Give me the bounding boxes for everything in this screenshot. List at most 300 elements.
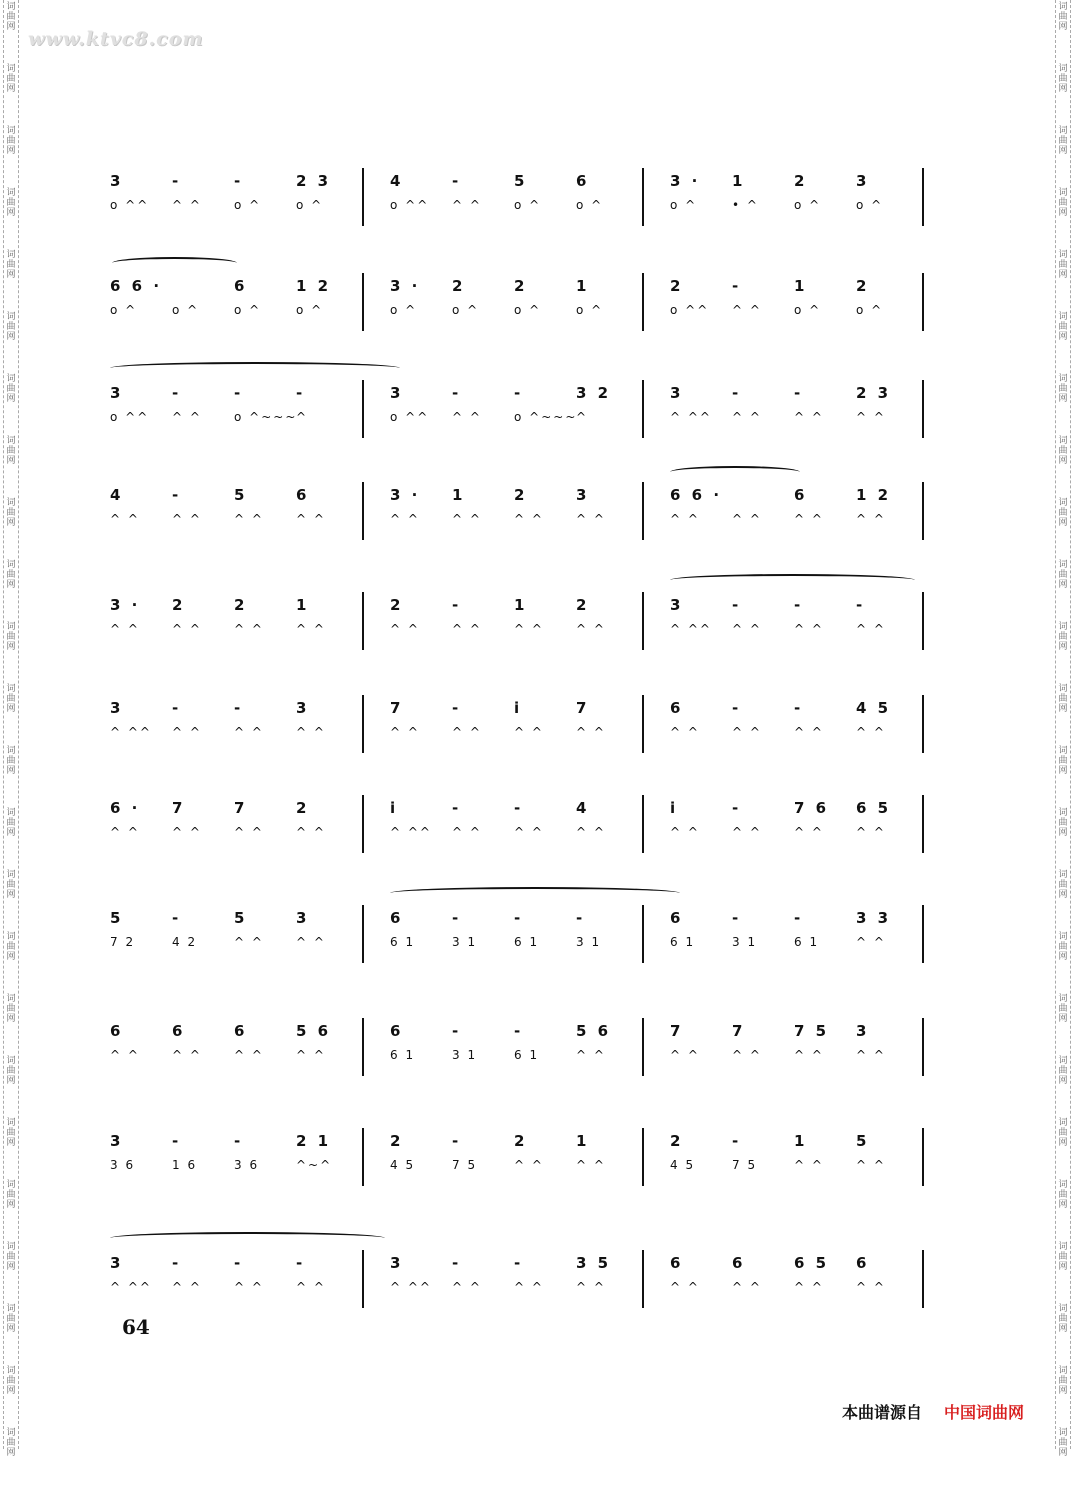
side-label-char: 词 — [1058, 560, 1068, 570]
melody-note: 1 — [452, 486, 466, 504]
accompaniment-note: ^ ^ — [172, 410, 202, 424]
accompaniment-line — [390, 725, 640, 749]
melody-note: 1 2 — [296, 277, 332, 295]
melody-note: 3 — [856, 1022, 870, 1040]
melody-note: 7 — [576, 699, 590, 717]
side-label-char: 网 — [6, 1324, 16, 1334]
accompaniment-note: ^ ^ — [110, 622, 140, 636]
score-row — [110, 168, 930, 238]
barline — [922, 695, 924, 753]
side-label-char: 词 — [1058, 1304, 1068, 1314]
accompaniment-note: 6 1 — [514, 935, 540, 949]
accompaniment-note: ^ ^ — [234, 935, 264, 949]
melody-line — [110, 909, 360, 933]
side-label-char: 曲 — [6, 942, 16, 952]
accompaniment-note: ^ ^ — [856, 725, 886, 739]
accompaniment-line — [390, 410, 640, 434]
side-label — [4, 124, 18, 186]
melody-note: 4 5 — [856, 699, 892, 717]
melody-note: - — [514, 1254, 524, 1272]
score-row — [110, 380, 930, 450]
side-label-char: 曲 — [1058, 322, 1068, 332]
melody-note: 6 — [172, 1022, 186, 1040]
side-label-char: 曲 — [6, 1004, 16, 1014]
side-label-char: 网 — [6, 84, 16, 94]
accompaniment-note: 3 1 — [452, 935, 478, 949]
barline — [362, 1018, 364, 1076]
accompaniment-line — [670, 622, 920, 646]
accompaniment-note: 6 1 — [390, 1048, 416, 1062]
side-label-char: 曲 — [6, 1190, 16, 1200]
measure — [670, 592, 950, 662]
accompaniment-line — [390, 622, 640, 646]
melody-line — [670, 909, 920, 933]
melody-note: i — [670, 799, 679, 817]
side-label — [4, 558, 18, 620]
side-label-char: 曲 — [1058, 198, 1068, 208]
measure — [390, 695, 670, 765]
accompaniment-note: o ^ — [110, 303, 138, 317]
melody-note: 2 1 — [296, 1132, 332, 1150]
melody-note: - — [452, 1254, 462, 1272]
side-label — [1056, 1178, 1070, 1240]
accompaniment-note: ^ ^ — [110, 825, 140, 839]
accompaniment-line — [390, 825, 640, 849]
barline — [642, 1018, 644, 1076]
melody-note: 3 — [296, 699, 310, 717]
side-label-char: 网 — [6, 952, 16, 962]
melody-note: - — [576, 909, 586, 927]
accompaniment-note: ^ ^ — [514, 622, 544, 636]
side-label — [4, 1178, 18, 1240]
side-label — [1056, 806, 1070, 868]
melody-note: - — [452, 172, 462, 190]
accompaniment-note: o ^ — [172, 303, 200, 317]
measure — [110, 695, 390, 765]
barline — [922, 273, 924, 331]
side-label — [4, 930, 18, 992]
accompaniment-note: ^ ^ — [794, 512, 824, 526]
melody-note: 2 — [452, 277, 466, 295]
accompaniment-note: ^ ^ — [732, 512, 762, 526]
side-label — [1056, 1364, 1070, 1426]
accompaniment-line — [110, 935, 360, 959]
side-label-char: 词 — [1058, 250, 1068, 260]
accompaniment-note: ^ ^ — [296, 512, 326, 526]
melody-note: 6 6 · — [670, 486, 723, 504]
side-label-char: 网 — [6, 828, 16, 838]
melody-note: 1 — [732, 172, 746, 190]
melody-line — [670, 1254, 920, 1278]
measure — [670, 380, 950, 450]
side-label-char: 词 — [1058, 374, 1068, 384]
accompaniment-note: ^ ^ — [390, 622, 420, 636]
slur — [112, 257, 237, 269]
melody-line — [670, 596, 920, 620]
accompaniment-note: o ^ — [234, 198, 262, 212]
side-label-char: 曲 — [1058, 136, 1068, 146]
melody-note: 5 — [856, 1132, 870, 1150]
side-label-char: 网 — [1058, 146, 1068, 156]
side-label-char: 网 — [1058, 84, 1068, 94]
melody-note: 3 — [110, 384, 124, 402]
left-margin-strip — [3, 0, 19, 1458]
accompaniment-note: ^ ^ — [514, 1158, 544, 1172]
measure — [390, 905, 670, 975]
melody-note: - — [452, 1132, 462, 1150]
measure — [670, 1250, 950, 1320]
accompaniment-note: ^ ^ — [732, 410, 762, 424]
melody-note: 4 — [110, 486, 124, 504]
melody-note: 2 — [670, 1132, 684, 1150]
accompaniment-note: 4 2 — [172, 935, 198, 949]
side-label-char: 曲 — [6, 1066, 16, 1076]
barline — [362, 695, 364, 753]
side-label — [4, 682, 18, 744]
melody-note: 7 — [670, 1022, 684, 1040]
melody-note: 6 — [670, 909, 684, 927]
side-label-char: 网 — [6, 1076, 16, 1086]
accompaniment-note: o ^ — [390, 303, 418, 317]
side-label — [1056, 372, 1070, 434]
melody-note: 5 6 — [576, 1022, 612, 1040]
melody-note: - — [172, 1254, 182, 1272]
accompaniment-note: ^ ^ — [732, 303, 762, 317]
melody-note: - — [856, 596, 866, 614]
side-label-char: 曲 — [1058, 694, 1068, 704]
side-label-char: 词 — [6, 436, 16, 446]
side-label — [4, 310, 18, 372]
accompaniment-note: 6 1 — [514, 1048, 540, 1062]
melody-note: 6 — [234, 277, 248, 295]
side-label-char: 曲 — [6, 322, 16, 332]
side-label-char: 网 — [1058, 890, 1068, 900]
melody-note: 4 — [390, 172, 404, 190]
side-label — [4, 496, 18, 558]
accompaniment-line — [110, 725, 360, 749]
side-label-char: 词 — [6, 1118, 16, 1128]
accompaniment-note: ^ ^ — [452, 410, 482, 424]
melody-line — [390, 486, 640, 510]
accompaniment-line — [670, 1158, 920, 1182]
side-label — [1056, 186, 1070, 248]
melody-note: - — [732, 384, 742, 402]
accompaniment-line — [670, 512, 920, 536]
measure — [110, 795, 390, 865]
accompaniment-note: o ^ — [576, 303, 604, 317]
accompaniment-note: ^ ^ — [856, 935, 886, 949]
barline — [922, 1018, 924, 1076]
melody-note: - — [794, 384, 804, 402]
side-label-char: 曲 — [1058, 1128, 1068, 1138]
barline — [922, 592, 924, 650]
melody-line — [670, 172, 920, 196]
side-label-char: 网 — [1058, 952, 1068, 962]
accompaniment-note: ^ ^ — [856, 512, 886, 526]
accompaniment-note: ^ ^ — [794, 1280, 824, 1294]
melody-note: 6 — [576, 172, 590, 190]
slur — [110, 1232, 385, 1244]
side-label-char: 曲 — [6, 446, 16, 456]
melody-note: - — [452, 1022, 462, 1040]
accompaniment-note: ^ ^ — [296, 1048, 326, 1062]
barline — [642, 905, 644, 963]
accompaniment-note: ^ ^ — [172, 1280, 202, 1294]
melody-note: 6 — [390, 909, 404, 927]
side-label-char: 曲 — [1058, 570, 1068, 580]
accompaniment-note: ^ ^ — [452, 622, 482, 636]
accompaniment-note: o ^^ — [110, 410, 150, 424]
accompaniment-note: ^ ^ — [172, 622, 202, 636]
melody-note: 4 — [576, 799, 590, 817]
melody-line — [670, 799, 920, 823]
melody-note: 3 — [296, 909, 310, 927]
side-label — [1056, 434, 1070, 496]
source-site: 中国词曲网 — [944, 1403, 1025, 1422]
melody-note: 2 — [390, 1132, 404, 1150]
side-label — [1056, 124, 1070, 186]
side-label-char: 曲 — [6, 1314, 16, 1324]
accompaniment-note: 7 5 — [732, 1158, 758, 1172]
side-label-char: 曲 — [6, 756, 16, 766]
side-label-char: 网 — [6, 642, 16, 652]
measure — [110, 1128, 390, 1198]
side-label-char: 网 — [1058, 456, 1068, 466]
melody-line — [390, 596, 640, 620]
measure — [390, 1250, 670, 1320]
barline — [922, 168, 924, 226]
right-margin-strip — [1055, 0, 1071, 1458]
side-label-char: 网 — [1058, 828, 1068, 838]
side-label — [4, 1240, 18, 1302]
melody-line — [110, 1132, 360, 1156]
melody-note: - — [452, 596, 462, 614]
measure — [670, 482, 950, 552]
side-label-char: 曲 — [1058, 1438, 1068, 1448]
accompaniment-note: o ^ — [296, 303, 324, 317]
accompaniment-line — [670, 1280, 920, 1304]
accompaniment-note: ^ ^ — [576, 825, 606, 839]
accompaniment-note: o ^^ — [670, 303, 710, 317]
side-label-char: 网 — [1058, 580, 1068, 590]
accompaniment-note: ^ ^ — [234, 725, 264, 739]
melody-note: - — [172, 172, 182, 190]
side-label-char: 曲 — [1058, 1314, 1068, 1324]
melody-note: 3 — [110, 172, 124, 190]
side-label-char: 网 — [6, 394, 16, 404]
melody-note: 7 5 — [794, 1022, 830, 1040]
accompaniment-note: ^ ^ — [856, 622, 886, 636]
accompaniment-line — [110, 622, 360, 646]
accompaniment-line — [390, 303, 640, 327]
melody-note: 1 — [794, 1132, 808, 1150]
side-label-char: 曲 — [6, 12, 16, 22]
accompaniment-note: ^ ^ — [576, 1158, 606, 1172]
accompaniment-note: ^ ^ — [296, 622, 326, 636]
side-label-char: 词 — [1058, 994, 1068, 1004]
melody-note: 6 — [110, 1022, 124, 1040]
side-label-char: 曲 — [1058, 74, 1068, 84]
side-label-char: 词 — [6, 250, 16, 260]
melody-line — [390, 909, 640, 933]
side-label-char: 网 — [6, 1448, 16, 1458]
side-label-char: 网 — [1058, 1014, 1068, 1024]
melody-line — [110, 277, 360, 301]
melody-line — [390, 799, 640, 823]
melody-note: - — [234, 172, 244, 190]
side-label-char: 曲 — [6, 74, 16, 84]
accompaniment-note: ^ ^ — [172, 1048, 202, 1062]
side-label — [1056, 1054, 1070, 1116]
measure — [110, 273, 390, 343]
melody-note: - — [172, 486, 182, 504]
melody-note: 5 6 — [296, 1022, 332, 1040]
melody-note — [732, 486, 794, 510]
accompaniment-note: o ^^ — [110, 198, 150, 212]
side-label-char: 网 — [6, 456, 16, 466]
melody-line — [670, 486, 920, 510]
melody-note: 3 5 — [576, 1254, 612, 1272]
site-watermark: www.ktvc8.com — [28, 28, 204, 50]
side-label-char: 网 — [1058, 518, 1068, 528]
accompaniment-note: ^ ^ — [514, 512, 544, 526]
side-label-char: 词 — [1058, 1366, 1068, 1376]
side-label-char: 曲 — [1058, 1004, 1068, 1014]
accompaniment-note: ^ ^^ — [110, 1280, 152, 1294]
melody-note: 6 — [670, 699, 684, 717]
accompaniment-note: 7 2 — [110, 935, 136, 949]
accompaniment-note: ^ ^ — [234, 622, 264, 636]
melody-note: 6 — [732, 1254, 746, 1272]
melody-note: - — [732, 1132, 742, 1150]
side-label — [1056, 1426, 1070, 1488]
side-label-char: 词 — [6, 746, 16, 756]
side-label — [4, 868, 18, 930]
side-label-char: 词 — [6, 560, 16, 570]
melody-note: 3 — [110, 1132, 124, 1150]
accompaniment-note: 3 1 — [732, 935, 758, 949]
side-label-char: 词 — [1058, 1118, 1068, 1128]
side-label-char: 曲 — [1058, 942, 1068, 952]
side-label — [4, 1426, 18, 1488]
melody-note: 2 — [296, 799, 310, 817]
melody-note: - — [296, 384, 306, 402]
side-label-char: 网 — [6, 1014, 16, 1024]
side-label-char: 曲 — [6, 136, 16, 146]
side-label-char: 词 — [6, 374, 16, 384]
side-label — [4, 1116, 18, 1178]
side-label-char: 曲 — [6, 198, 16, 208]
melody-note: 7 — [172, 799, 186, 817]
score-row — [110, 795, 930, 865]
melody-line — [670, 384, 920, 408]
side-label-char: 曲 — [1058, 384, 1068, 394]
melody-line — [110, 486, 360, 510]
accompaniment-note: ^ ^ — [234, 825, 264, 839]
side-label-char: 词 — [6, 126, 16, 136]
side-label — [4, 1054, 18, 1116]
side-label-char: 词 — [6, 1428, 16, 1438]
side-label — [1056, 310, 1070, 372]
accompaniment-note: ^ ^ — [514, 825, 544, 839]
side-label-char: 网 — [1058, 1448, 1068, 1458]
melody-note: 1 — [296, 596, 310, 614]
melody-note: 2 3 — [856, 384, 892, 402]
melody-note: 1 — [514, 596, 528, 614]
melody-note: 5 — [514, 172, 528, 190]
melody-note: 6 — [794, 486, 808, 504]
side-label — [1056, 992, 1070, 1054]
slur — [670, 466, 800, 478]
melody-line — [110, 1022, 360, 1046]
melody-note: i — [390, 799, 399, 817]
accompaniment-note: ^ ^ — [576, 725, 606, 739]
accompaniment-note: o ^~~~ — [514, 410, 578, 424]
accompaniment-note: ^ ^ — [514, 725, 544, 739]
side-label — [4, 434, 18, 496]
accompaniment-note: ^ ^^ — [110, 725, 152, 739]
melody-note: 2 — [234, 596, 248, 614]
measure — [390, 795, 670, 865]
accompaniment-line — [110, 1158, 360, 1182]
accompaniment-line — [390, 198, 640, 222]
side-label-char: 网 — [1058, 208, 1068, 218]
melody-line — [390, 1132, 640, 1156]
accompaniment-note: ^ ^ — [234, 1280, 264, 1294]
accompaniment-note: o ^ — [296, 198, 324, 212]
melody-note: - — [234, 1132, 244, 1150]
melody-line — [390, 277, 640, 301]
melody-note: 6 — [390, 1022, 404, 1040]
side-label-char: 词 — [1058, 746, 1068, 756]
side-label-char: 网 — [6, 208, 16, 218]
melody-note: - — [732, 596, 742, 614]
accompaniment-note: ^ ^ — [794, 825, 824, 839]
side-label — [1056, 744, 1070, 806]
side-label-char: 网 — [1058, 1262, 1068, 1272]
side-label-char: 曲 — [6, 570, 16, 580]
accompaniment-note: ^ ^ — [732, 1280, 762, 1294]
side-label — [4, 1364, 18, 1426]
accompaniment-line — [670, 1048, 920, 1072]
accompaniment-note: ^ ^ — [670, 512, 700, 526]
melody-note: - — [234, 699, 244, 717]
accompaniment-note: ^ ^ — [172, 825, 202, 839]
accompaniment-note: ^~^ — [296, 1158, 333, 1172]
measure — [670, 168, 950, 238]
side-label-char: 词 — [6, 498, 16, 508]
melody-line — [390, 384, 640, 408]
accompaniment-line — [110, 303, 360, 327]
accompaniment-note: ^ ^ — [452, 725, 482, 739]
melody-note: 6 — [296, 486, 310, 504]
side-label-char: 词 — [6, 808, 16, 818]
accompaniment-note: ^ ^ — [670, 1280, 700, 1294]
melody-note: 7 — [732, 1022, 746, 1040]
side-label-char: 曲 — [6, 508, 16, 518]
melody-note: 3 — [670, 384, 684, 402]
side-label-char: 网 — [1058, 22, 1068, 32]
barline — [362, 1128, 364, 1186]
accompaniment-line — [670, 410, 920, 434]
melody-note: - — [452, 699, 462, 717]
melody-note: 6 · — [110, 799, 141, 817]
melody-line — [670, 699, 920, 723]
melody-note: - — [172, 384, 182, 402]
accompaniment-line — [670, 198, 920, 222]
accompaniment-note: ^ ^ — [452, 1280, 482, 1294]
side-label-char: 词 — [1058, 1056, 1068, 1066]
